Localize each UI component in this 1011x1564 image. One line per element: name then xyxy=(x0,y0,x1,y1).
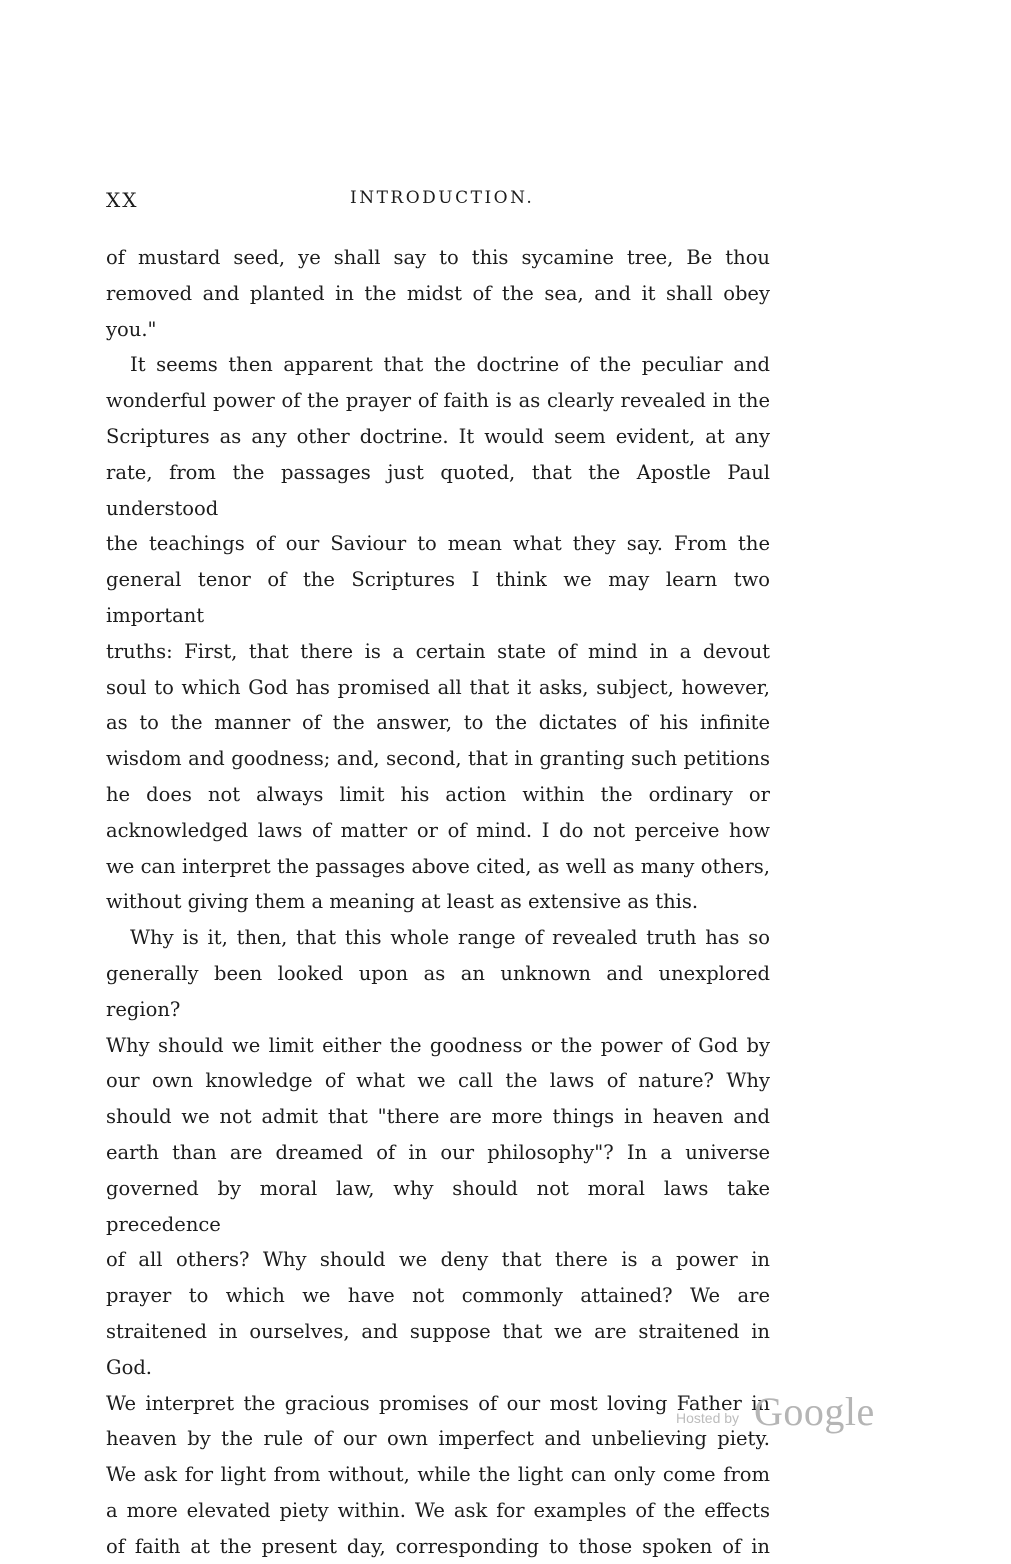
page-header xyxy=(106,188,770,218)
text-line: without giving them a meaning at least as extensive as this. xyxy=(106,890,699,914)
text-line: Why should we limit either the goodness or the power of God by xyxy=(106,1033,770,1057)
text-line: generally been looked upon as an unknown and unexplored region? xyxy=(106,961,770,1021)
page-number: XX xyxy=(106,188,139,212)
hosted-by-watermark xyxy=(676,1389,896,1448)
text-line: he does not always limit his action within the ordinary or xyxy=(106,782,770,806)
body-text xyxy=(106,240,770,1564)
text-line: you." xyxy=(106,317,157,341)
text-line: as to the manner of the answer, to the dictates of his infinite xyxy=(106,711,770,735)
text-line: heaven by the rule of our own imperfect and unbelieving piety. xyxy=(106,1427,770,1451)
text-line: prayer to which we have not commonly attained? We are xyxy=(106,1284,770,1308)
running-head: INTRODUCTION. xyxy=(350,188,535,208)
text-line: It seems then apparent that the doctrine of the peculiar and xyxy=(130,353,770,377)
text-line: should we not admit that "there are more things in heaven and xyxy=(106,1105,770,1129)
paragraph xyxy=(106,347,770,920)
paragraph xyxy=(106,920,770,1564)
text-line: rate, from the passages just quoted, that the Apostle Paul understood xyxy=(106,460,770,520)
text-line: a more elevated piety within. We ask for examples of the effects xyxy=(106,1498,770,1522)
google-logo: Google xyxy=(754,1389,875,1434)
text-line: the teachings of our Saviour to mean what they say. From the xyxy=(106,532,770,556)
text-line: we can interpret the passages above cited, as well as many others, xyxy=(106,854,770,878)
text-line: of faith at the present day, corresponding to those spoken of in xyxy=(106,1534,770,1558)
text-line: removed and planted in the midst of the sea, and it shall obey xyxy=(106,281,770,305)
text-line: wisdom and goodness; and, second, that in granting such petitions xyxy=(106,747,770,771)
text-line: straitened in ourselves, and suppose that we are straitened in God. xyxy=(106,1319,770,1379)
text-line: soul to which God has promised all that it asks, subject, however, xyxy=(106,675,770,699)
paragraph xyxy=(106,240,770,347)
text-line: We interpret the gracious promises of our most loving Father in xyxy=(106,1391,770,1415)
text-line: We ask for light from without, while the light can only come from xyxy=(106,1463,770,1487)
text-line: of mustard seed, ye shall say to this sycamine tree, Be thou xyxy=(106,246,770,269)
text-line: Scriptures as any other doctrine. It would seem evident, at any xyxy=(106,424,770,448)
text-line: Why is it, then, that this whole range of revealed truth has so xyxy=(130,926,770,950)
text-line: truths: First, that there is a certain state of mind in a devout xyxy=(106,639,770,663)
text-line: acknowledged laws of matter or of mind. I do not perceive how xyxy=(106,818,770,842)
text-line: governed by moral law, why should not moral laws take precedence xyxy=(106,1176,770,1236)
text-line: earth than are dreamed of in our philosophy"? In a universe xyxy=(106,1140,770,1164)
hosted-by-label: Hosted by xyxy=(676,1410,740,1426)
text-line: general tenor of the Scriptures I think we may learn two important xyxy=(106,568,770,627)
text-line: wonderful power of the prayer of faith is as clearly revealed in the xyxy=(106,389,770,413)
text-line: our own knowledge of what we call the laws of nature? Why xyxy=(106,1069,770,1093)
text-line: of all others? Why should we deny that there is a power in xyxy=(106,1248,770,1272)
